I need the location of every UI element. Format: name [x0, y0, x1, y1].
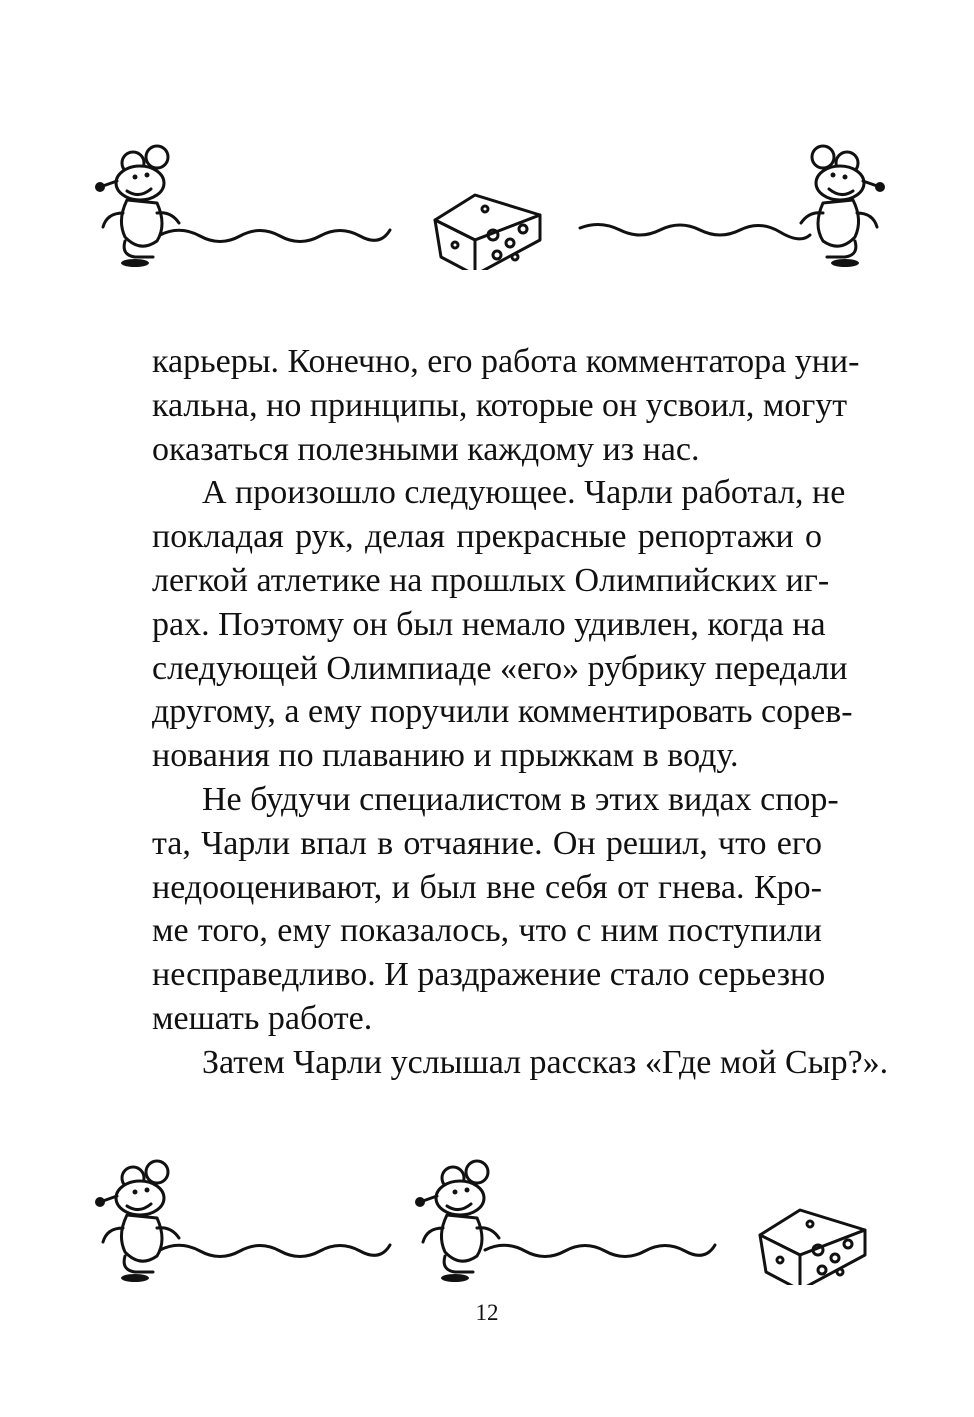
page-number: 12 — [475, 1300, 499, 1325]
tail-squiggle — [160, 230, 390, 242]
cheese-icon — [760, 1210, 865, 1285]
text-line: А произошло следующее. Чарли работал, не — [202, 474, 846, 512]
text-line: кальна, но принципы, которые он усвоил, могут — [152, 386, 848, 424]
text-line: карьеры. Конечно, его работа комментатора уни- — [152, 343, 860, 380]
text-line: ме того, ему показалось, что с ним поступили — [152, 912, 822, 950]
mouse-icon — [801, 146, 885, 267]
text-line: следующей Олимпиаде «его» рубрику передали — [152, 649, 848, 687]
paragraph — [152, 1041, 889, 1085]
text-line: легкой атлетике на прошлых Олимпийских иг- — [152, 561, 830, 599]
text-line: та, Чарли впал в отчаяние. Он решил, что его — [152, 824, 822, 862]
text-line: Затем Чарли услышал рассказ «Где мой Сыр?». — [202, 1043, 889, 1081]
paragraph — [152, 471, 853, 778]
text-line: другому, а ему поручили комментировать сорев- — [152, 693, 853, 731]
text-line: рах. Поэтому он был немало удивлен, когда на — [152, 605, 826, 643]
mouse-icon — [95, 1161, 179, 1282]
tail-squiggle — [160, 1245, 390, 1257]
mouse-icon — [95, 146, 179, 267]
body-text — [152, 340, 889, 1085]
tail-squiggle — [580, 224, 810, 238]
text-line: несправедливо. И раздражение стало серьезно — [152, 956, 826, 994]
text-line: мешать работе. — [152, 999, 373, 1037]
text-line: оказаться полезными каждому из нас. — [152, 430, 700, 468]
tail-squiggle — [485, 1245, 715, 1257]
paragraph — [152, 340, 860, 471]
paragraph — [152, 778, 839, 1041]
text-line: недооценивают, и был вне себя от гнева. Кро- — [152, 868, 822, 906]
text-line: нования по плаванию и прыжкам в воду. — [152, 737, 739, 775]
footer-ornament — [90, 1155, 890, 1285]
text-line: покладая рук, делая прекрасные репортажи о — [152, 518, 822, 556]
text-line: Не будучи специалистом в этих видах спор- — [202, 780, 839, 818]
cheese-icon — [435, 195, 540, 270]
mouse-icon — [415, 1161, 499, 1282]
header-ornament — [90, 140, 890, 270]
